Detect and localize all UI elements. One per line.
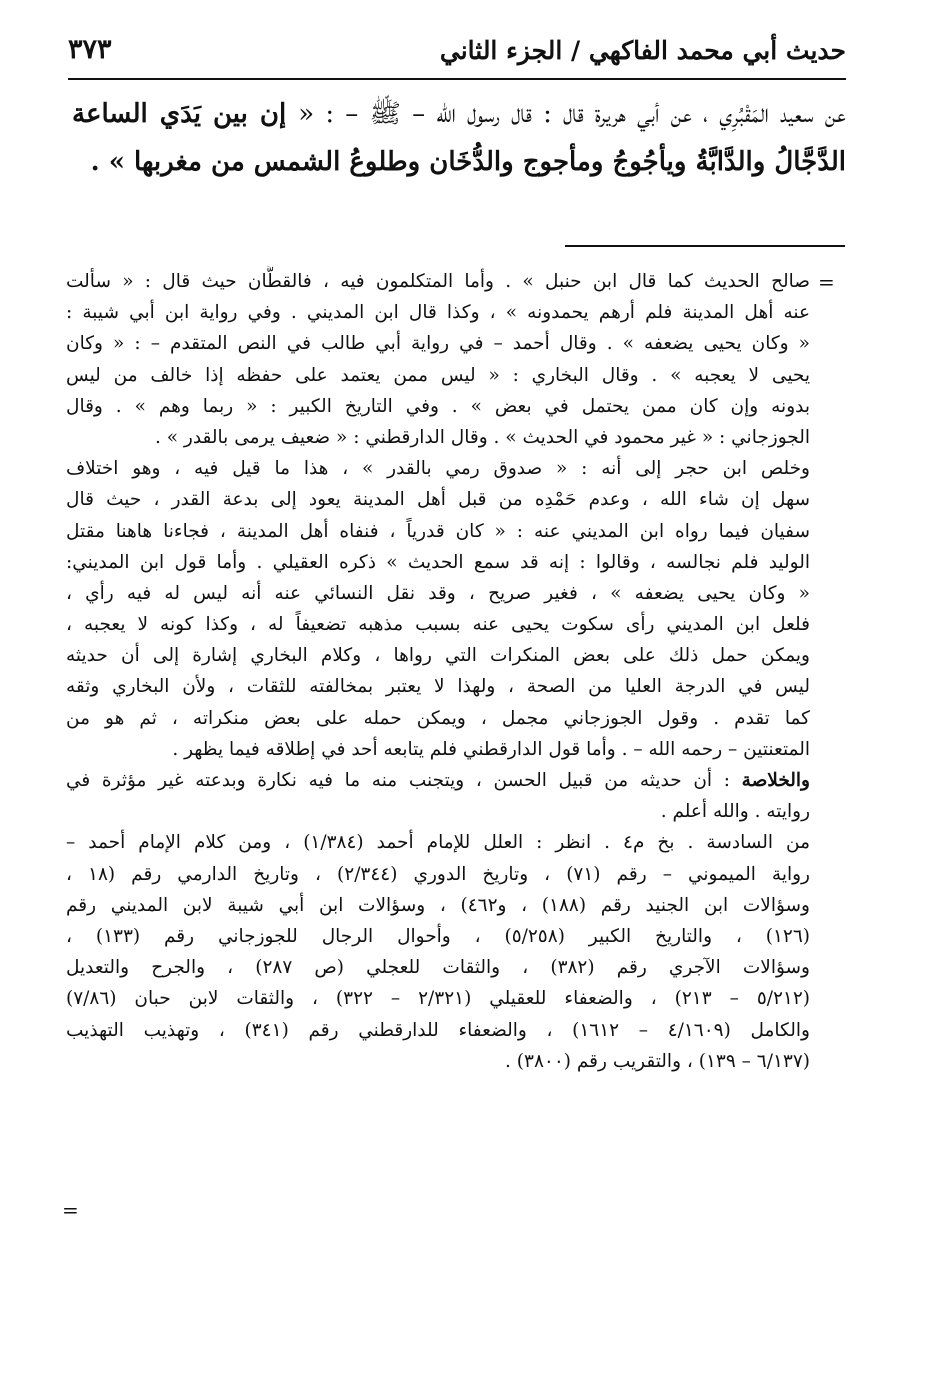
page-number: ٣٧٣ bbox=[68, 34, 112, 65]
conclusion-text: : أن حديثه من قبيل الحسن ، ويتجنب منه ما فيه نكارة وبدعته غير مؤثرة في bbox=[66, 770, 730, 791]
sources-line: وسؤالات ابن الجنيد رقم (١٨٨) ، و٤٦٢) ، وسؤالات ابن أبي شيبة لابن المديني رقم bbox=[66, 894, 810, 916]
footnote-line: وخلص ابن حجر إلى أنه : « صدوق رمي بالقدر » ، هذا ما قيل فيه ، وهو اختلاف bbox=[66, 458, 810, 480]
sources-line: من السادسة . بخ م٤ . انظر : العلل للإمام أحمد (١/٣٨٤) ، ومن كلام الإمام أحمد – bbox=[66, 832, 810, 854]
footnote-line: كما تقدم . وقول الجوزجاني مجمل ، ويمكن حمله على بعض منكراته ، ثم هو من bbox=[66, 707, 810, 729]
footnote-line: الجوزجاني : « غير محمود في الحديث » . وقال الدارقطني : « ضعيف يرمى بالقدر » . bbox=[154, 426, 810, 448]
footnote-line: يحيى لا يعجبه » . وقال البخاري : « ليس ممن يعتمد على حفظه إذا خالف من ليس bbox=[66, 364, 810, 386]
footnote-line: بدونه وإن كان ممن يحتمل في بعض » . وفي التاريخ الكبير : « ربما وهم » . وقال bbox=[66, 395, 810, 417]
continuation-mark-bottom: = bbox=[62, 1198, 79, 1222]
footnote-line: « وكان يحيى يضعفه » . وقال أحمد – في رواية أبي طالب في النص المتقدم – : « وكان bbox=[66, 333, 810, 355]
conclusion-line-2: روايته . والله أعلم . bbox=[660, 801, 810, 823]
hadith-text bbox=[72, 90, 846, 186]
header-rule bbox=[68, 78, 846, 80]
footnote-line: المتعنتين – رحمه الله – . وأما قول الدارقطني فلم يتابعه أحد في إطلاقه فيما يظهر . bbox=[172, 738, 810, 760]
footnote-line: سهل إن شاء الله ، وعدم حَمْدِه من قبل أهل المدينة يعود إلى بدعة القدر ، حيث قال bbox=[66, 489, 810, 511]
sources-line: (١٢٦) ، والتاريخ الكبير (٥/٢٥٨) ، وأحوال الرجال للجوزجاني رقم (١٣٣) ، bbox=[66, 925, 810, 947]
sources-line: (٦/١٣٧ – ١٣٩) ، والتقريب رقم (٣٨٠٠) . bbox=[505, 1050, 810, 1072]
sources-line: والكامل (٤/١٦٠٩ – ١٦١٢) ، والضعفاء للدارقطني رقم (٣٤١) ، وتهذيب التهذيب bbox=[66, 1019, 810, 1041]
footnote-block bbox=[66, 266, 810, 1077]
footnote-line: سفيان فيما رواه ابن المديني عنه : « كان قدرياً ، فنفاه أهل المدينة ، فجاءنا هاهنا مقتل bbox=[66, 520, 810, 542]
footnote-separator bbox=[565, 245, 845, 247]
matn-text: إن بين يَدَي الساعة الدَّجَّالُ والدَّابَّةُ ويأجُوجُ ومأجوج والدُّخَان وطلوعُ الشمس من مغربها » . bbox=[72, 99, 846, 177]
footnote-line: « وكان يحيى يضعفه » ، فغير صريح ، وقد نقل النسائي عنه أنه ليس له فيه رأي ، bbox=[66, 582, 810, 604]
footnote-line: ليس في الدرجة العليا من الصحة ، ولهذا لا يعتبر بمخالفته للثقات ، ولأن البخاري وثقه bbox=[66, 676, 810, 698]
continuation-mark-top: = bbox=[818, 270, 835, 294]
footnote-line: عنه أهل المدينة فلم أرهم يحمدونه » ، وكذا قال ابن المديني . وفي رواية ابن أبي شيبة : bbox=[66, 302, 810, 324]
footnote-line: فلعل ابن المديني رأى سكوت يحيى عنه بسبب مذهبه تضعيفاً له ، وكذا كونه لا يعجبه ، bbox=[66, 614, 810, 636]
footnote-line: ويمكن حمل ذلك على بعض المنكرات التي رواها ، وكلام البخاري إشارة إلى أن حديثه bbox=[66, 645, 810, 667]
sources-line: وسؤالات الآجري رقم (٣٨٢) ، والثقات للعجلي (ص ٢٨٧) ، والجرح والتعديل bbox=[66, 957, 810, 979]
sources-line: رواية الميموني – رقم (٧١) ، وتاريخ الدوري (٢/٣٤٤) ، وتاريخ الدارمي رقم (١٨ ، bbox=[66, 863, 810, 885]
page-header bbox=[68, 30, 846, 78]
conclusion-label: والخلاصة bbox=[741, 770, 810, 791]
footnote-line: الوليد فلم نجالسه ، وقالوا : إنه قد سمع الحديث » ذكره العقيلي . وأما قول ابن المديني: bbox=[66, 551, 810, 573]
running-title: حديث أبي محمد الفاكهي / الجزء الثاني bbox=[439, 36, 846, 65]
sources-line: (٥/٢١٢ – ٢١٣) ، والضعفاء للعقيلي (٢/٣٢١ – ٣٢٢) ، والثقات لابن حبان (٧/٨٦) bbox=[66, 988, 810, 1010]
isnad-text: عن سعيد المَقْبُرِي ، عن أبي هريرة قال : قال رسول الله – ﷺ – : « bbox=[298, 99, 846, 129]
footnote-line: صالح الحديث كما قال ابن حنبل » . وأما المتكلمون فيه ، فالقطَّان حيث قال : « سألت bbox=[66, 271, 810, 292]
conclusion-line bbox=[66, 765, 810, 796]
